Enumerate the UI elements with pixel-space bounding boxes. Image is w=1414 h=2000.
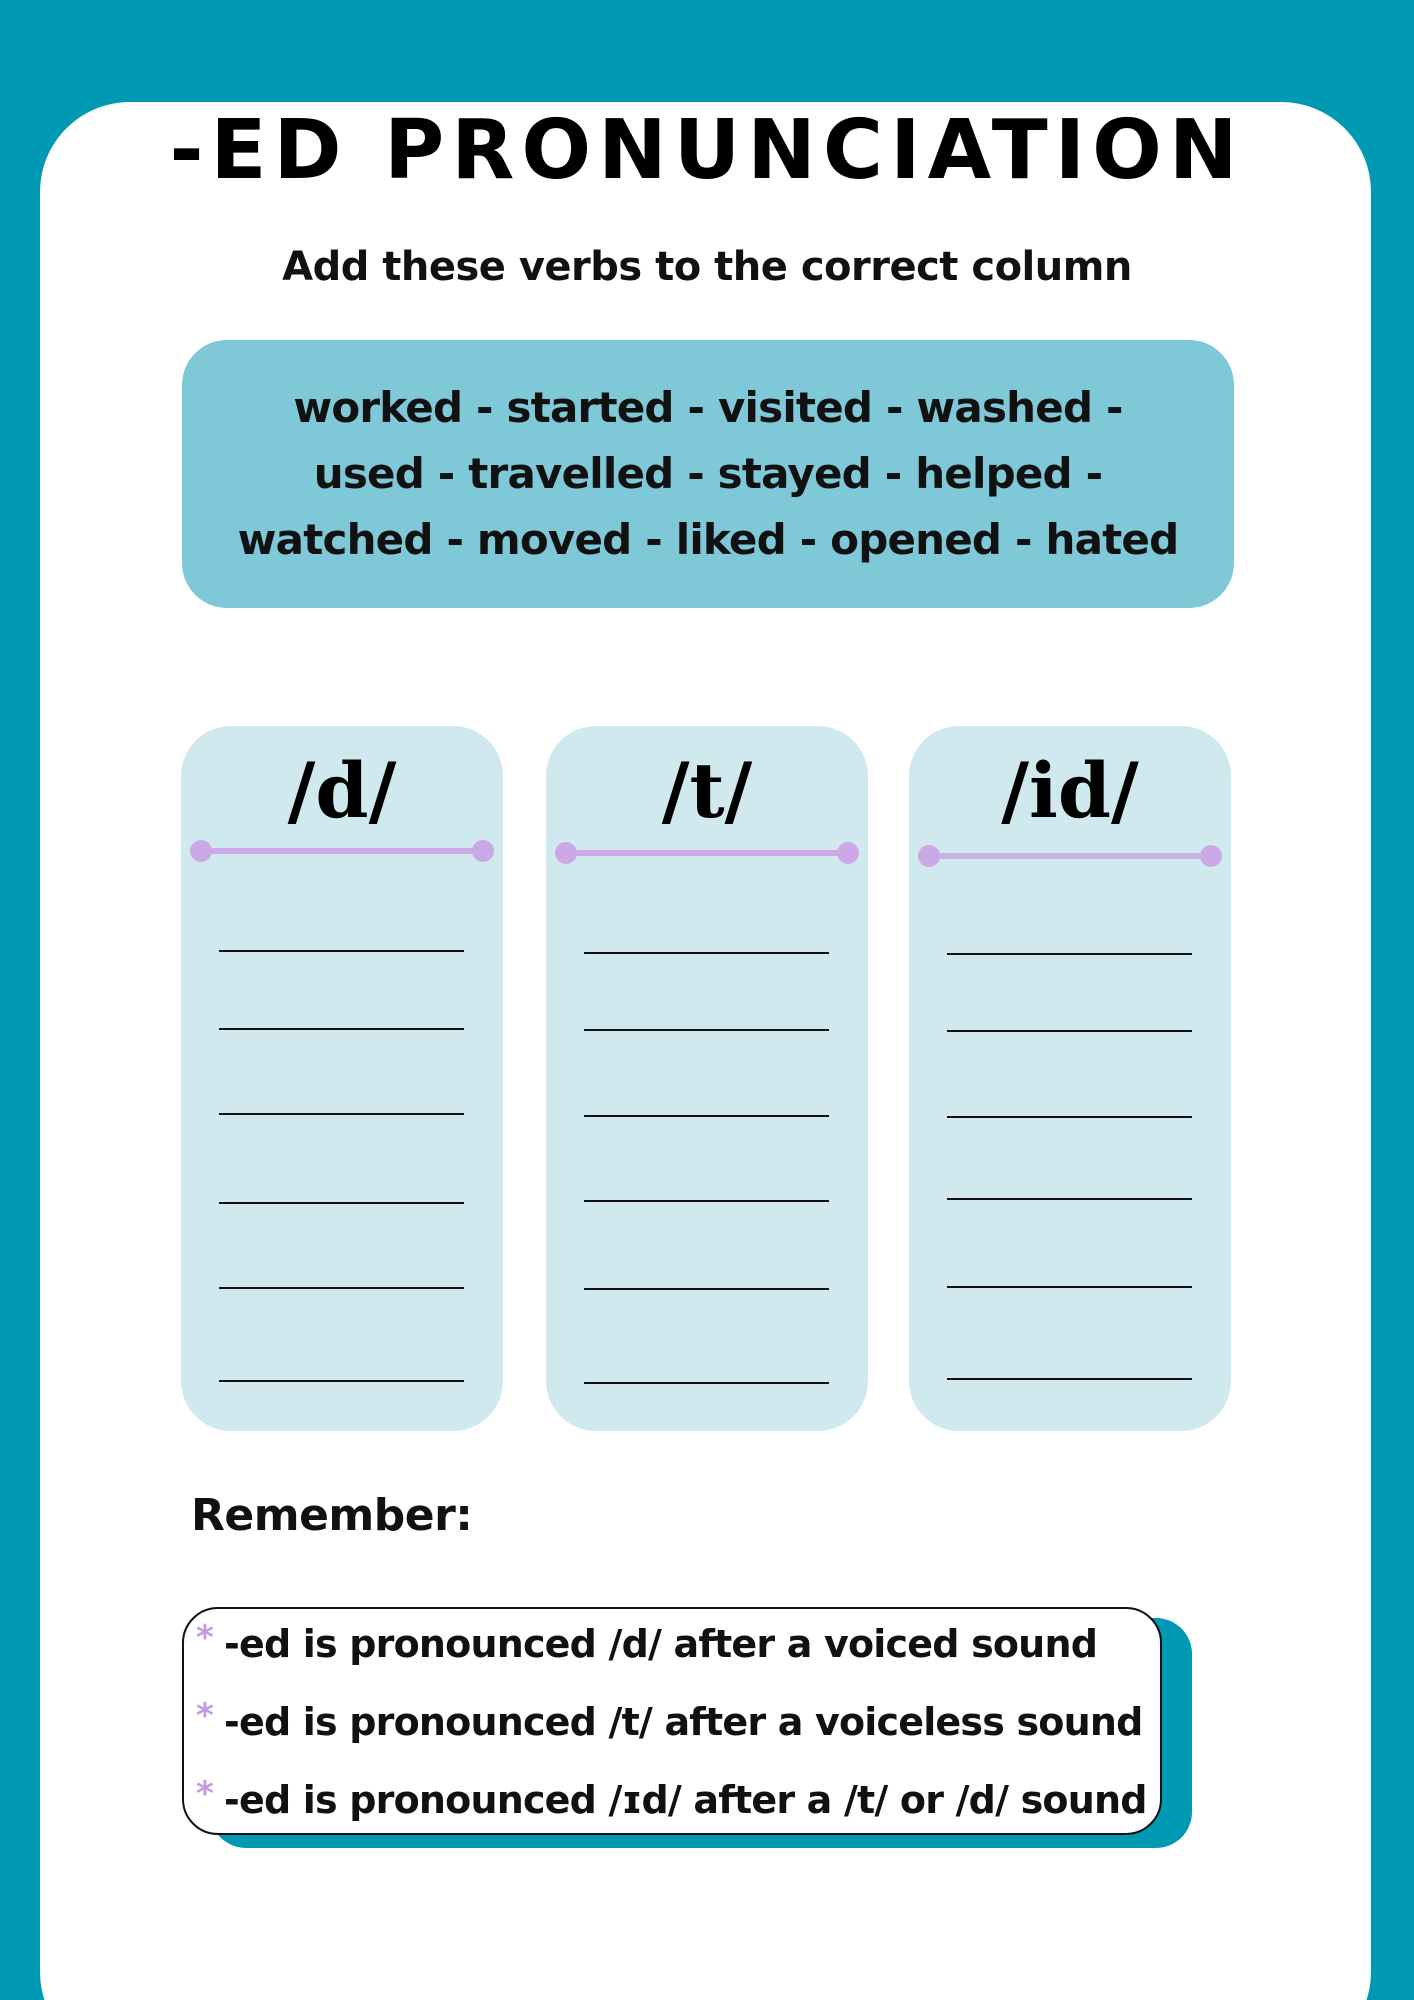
- column-d: [181, 726, 503, 1431]
- answer-line[interactable]: [947, 953, 1192, 955]
- answer-line[interactable]: [219, 1287, 464, 1289]
- rule-text: -ed is pronounced /t/ after a voiceless sound: [224, 1700, 1143, 1744]
- remember-heading: Remember:: [191, 1490, 473, 1541]
- answer-line[interactable]: [219, 1113, 464, 1115]
- column-divider: [929, 853, 1211, 859]
- answer-line[interactable]: [219, 1028, 464, 1030]
- word-bank-text: worked - started - visited - washed - used - travelled - stayed - helped - watched - moved - liked - opened - hated: [237, 383, 1179, 564]
- answer-line[interactable]: [584, 1288, 829, 1290]
- answer-line[interactable]: [219, 950, 464, 952]
- answer-line[interactable]: [584, 1029, 829, 1031]
- column-divider: [566, 850, 848, 856]
- column-header-d: /d/: [287, 746, 397, 835]
- answer-line[interactable]: [584, 1200, 829, 1202]
- answer-line[interactable]: [584, 1382, 829, 1384]
- answer-line[interactable]: [219, 1202, 464, 1204]
- column-divider: [201, 848, 483, 854]
- asterisk-bullet-icon: *: [196, 1696, 213, 1736]
- answer-line[interactable]: [947, 1116, 1192, 1118]
- rule-item: [196, 1771, 1160, 1849]
- rules-box: [182, 1607, 1162, 1835]
- column-id: [909, 726, 1231, 1431]
- column-header-t: /t/: [661, 746, 753, 835]
- column-header-id: /id/: [1001, 746, 1139, 835]
- column-t: [546, 726, 868, 1431]
- page-title: -ED PRONUNCIATION: [169, 103, 1245, 198]
- answer-line[interactable]: [947, 1286, 1192, 1288]
- word-bank: [182, 340, 1234, 608]
- answer-line[interactable]: [584, 952, 829, 954]
- asterisk-bullet-icon: *: [196, 1774, 213, 1814]
- answer-line[interactable]: [219, 1380, 464, 1382]
- answer-line[interactable]: [584, 1115, 829, 1117]
- answer-line[interactable]: [947, 1198, 1192, 1200]
- asterisk-bullet-icon: *: [196, 1618, 213, 1658]
- answer-line[interactable]: [947, 1030, 1192, 1032]
- instruction-text: Add these verbs to the correct column: [282, 244, 1132, 290]
- rule-item: [196, 1693, 1160, 1771]
- answer-line[interactable]: [947, 1378, 1192, 1380]
- rule-text: -ed is pronounced /ɪd/ after a /t/ or /d/ sound: [224, 1778, 1147, 1822]
- rule-text: -ed is pronounced /d/ after a voiced sound: [224, 1622, 1098, 1666]
- rule-item: [196, 1615, 1160, 1693]
